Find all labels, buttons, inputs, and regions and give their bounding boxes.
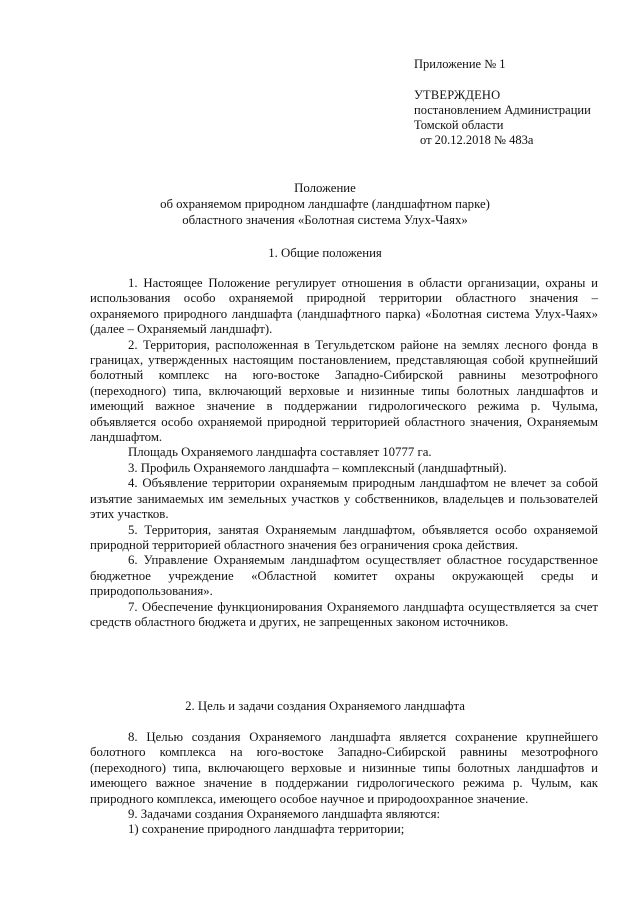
section-1-heading: 1. Общие положения <box>268 246 382 260</box>
paragraph: 8. Целью создания Охраняемого ландшафта является сохранение крупнейшего болотного комплекса на юго-востоке Западно-Сибирской равнины мезотрофного (переходного) типа, включающего верховые и низинные типы болотных ландшафтов и имеющего важное значение в поддержании гидрологического режима р. Чулым, как природного комплекса, имеющего особое научное и природоохранное значение. <box>90 730 598 806</box>
title-line-2: об охраняемом природном ландшафте (ландшафтном парке) <box>160 197 490 211</box>
paragraph: Площадь Охраняемого ландшафта составляет 10777 га. <box>128 445 432 460</box>
paragraph: 1) сохранение природного ландшафта территории; <box>128 822 405 837</box>
title-line-3: областного значения «Болотная система Улух-Чаях» <box>182 213 468 227</box>
approved-label: УТВЕРЖДЕНО <box>414 88 501 102</box>
approved-by-line: постановлением Администрации <box>414 103 591 117</box>
paragraph: 3. Профиль Охраняемого ландшафта – комплексный (ландшафтный). <box>128 460 507 475</box>
appendix-title: Приложение № 1 <box>414 57 506 71</box>
section-2-body <box>90 730 598 838</box>
section-2-heading: 2. Цель и задачи создания Охраняемого ландшафта <box>185 699 465 713</box>
section-1-body <box>90 276 598 630</box>
approved-region-line: Томской области <box>414 118 504 132</box>
paragraph: 1. Настоящее Положение регулирует отношения в области организации, охраны и использования особо охраняемой природной территории областного значения – охраняемого природного ландшафта (ландшафтного парка) «Болотная система Улух-Чаях» (далее – Охраняемый ландшафт). <box>90 276 598 337</box>
paragraph: 9. Задачами создания Охраняемого ландшафта являются: <box>128 807 441 822</box>
document-title <box>90 180 560 228</box>
appendix-block <box>414 57 624 148</box>
title-line-1: Положение <box>294 181 356 195</box>
paragraph: 7. Обеспечение функционирования Охраняемого ландшафта осуществляется за счет средств областного бюджета и других, не запрещенных законом источников. <box>90 599 598 629</box>
paragraph: 2. Территория, расположенная в Тегульдетском районе на землях лесного фонда в границах, утвержденных настоящим постановлением, представляющая собой крупнейший болотный комплекс на юго-востоке Западно-Сибирской равнины мезотрофного (переходного) типа, включающий верховые и низинные типы болотных ландшафтов и имеющий важное значение в поддержании гидрологического режима р. Чулыма, объявляется особо охраняемой природной территорией областного значения, Охраняемым ландшафтом. <box>90 337 598 445</box>
paragraph: 5. Территория, занятая Охраняемым ландшафтом, объявляется особо охраняемой природной территорией областного значения без ограничения срока действия. <box>90 522 598 552</box>
approved-date-line: от 20.12.2018 № 483а <box>420 133 534 147</box>
paragraph: 6. Управление Охраняемым ландшафтом осуществляет областное государственное бюджетное учреждение «Областной комитет охраны окружающей среды и природопользования». <box>90 553 598 599</box>
paragraph: 4. Объявление территории охраняемым природным ландшафтом не влечет за собой изъятие занимаемых им земельных участков у собственников, владельцев и пользователей этих участков. <box>90 476 598 522</box>
